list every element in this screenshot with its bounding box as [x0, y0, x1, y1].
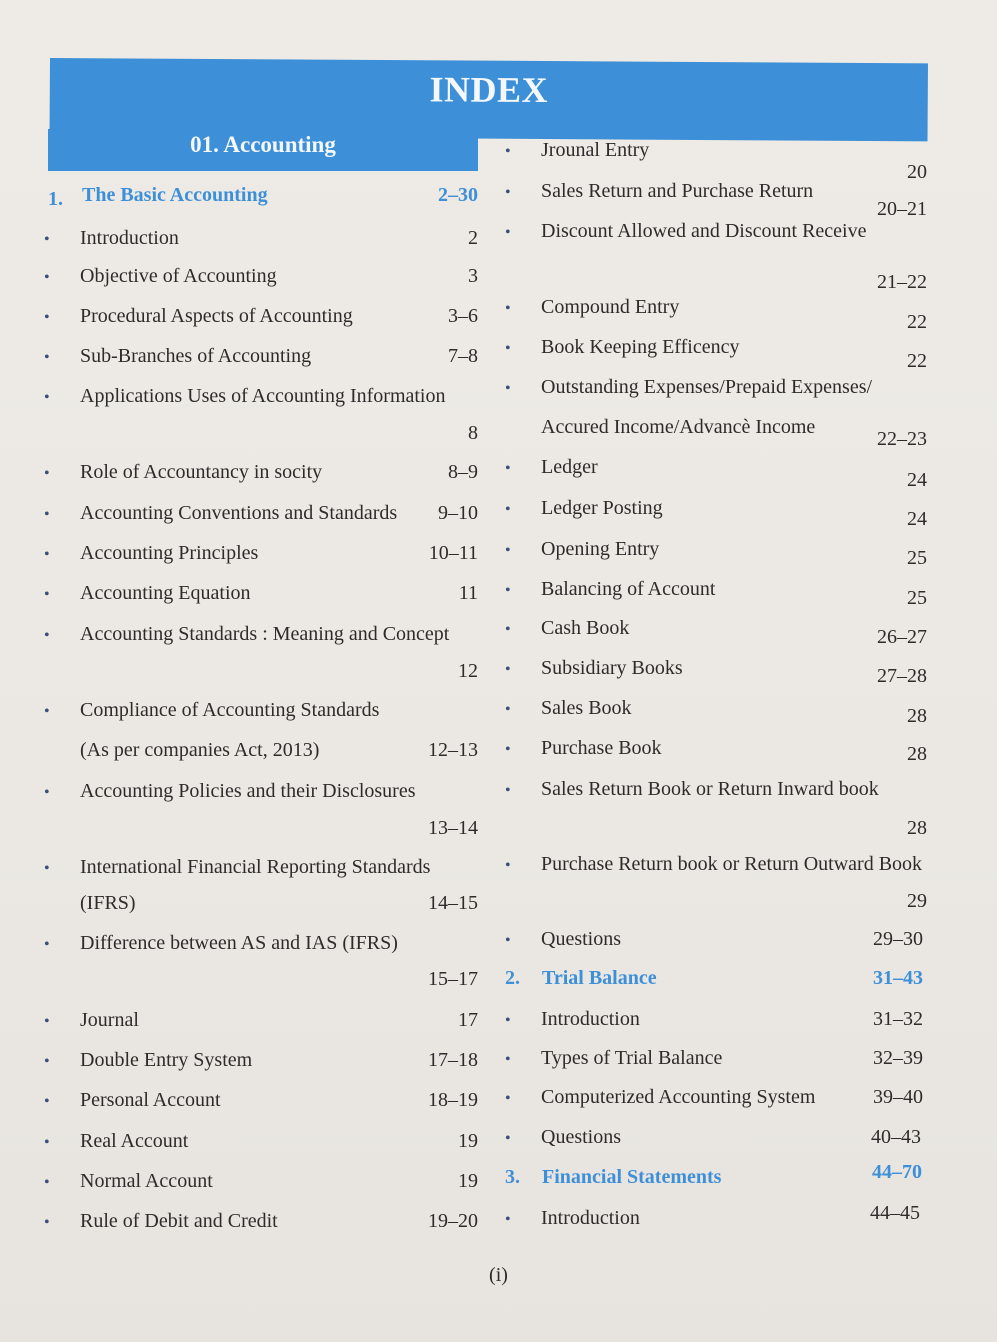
entry-pages: 39–40: [873, 1086, 923, 1108]
entry-pages: 44–45: [870, 1202, 920, 1224]
entry-pages: 20: [907, 161, 927, 183]
toc-entry[interactable]: [505, 220, 927, 293]
entry-label: Jrounal Entry: [541, 139, 650, 161]
entry-label: Real Account: [80, 1130, 189, 1152]
entry-pages: 8–9: [448, 461, 478, 483]
entry-label: Subsidiary Books: [541, 657, 683, 679]
bullet-icon: •: [505, 501, 511, 518]
toc-entry[interactable]: [505, 853, 927, 913]
entry-label: Rule of Debit and Credit: [80, 1210, 278, 1232]
bullet-icon: •: [505, 184, 511, 201]
chapter-label: The Basic Accounting: [82, 184, 268, 206]
bullet-icon: •: [505, 932, 511, 949]
bullet-icon: •: [44, 269, 50, 286]
toc-entry[interactable]: [505, 296, 927, 336]
entry-pages: 25: [907, 547, 927, 569]
bullet-icon: •: [505, 621, 511, 638]
bullet-icon: •: [505, 460, 511, 477]
entry-pages: 13–14: [428, 817, 478, 839]
bullet-icon: •: [505, 542, 511, 559]
bullet-icon: •: [505, 1211, 511, 1228]
entry-label: Accounting Policies and their Disclosures: [80, 780, 416, 802]
entry-label: Types of Trial Balance: [541, 1047, 723, 1069]
bullet-icon: •: [44, 1134, 50, 1151]
entry-label: Accounting Standards : Meaning and Concept: [80, 623, 450, 645]
entry-pages: 17–18: [428, 1049, 478, 1071]
entry-pages: 22–23: [877, 428, 927, 450]
entry-label-line2: (IFRS): [80, 892, 136, 914]
entry-label: Outstanding Expenses/Prepaid Expenses/: [541, 376, 873, 398]
bullet-icon: •: [505, 340, 511, 357]
bullet-icon: •: [44, 586, 50, 603]
chapter-number: 2.: [505, 967, 520, 989]
bullet-icon: •: [505, 143, 511, 160]
entry-label: Questions: [541, 928, 621, 950]
entry-pages: 29: [907, 890, 927, 912]
bullet-icon: •: [44, 1174, 50, 1191]
bullet-icon: •: [505, 300, 511, 317]
bullet-icon: •: [505, 224, 511, 241]
toc-entry[interactable]: [505, 336, 927, 376]
entry-label: Sales Return and Purchase Return: [541, 180, 814, 202]
entry-label: Cash Book: [541, 617, 630, 639]
bullet-icon: •: [505, 782, 511, 799]
chapter-number: 1.: [48, 188, 63, 210]
chapter-number: 3.: [505, 1166, 520, 1188]
entry-pages: 7–8: [448, 345, 478, 367]
page-title: INDEX: [429, 69, 549, 111]
bullet-icon: •: [44, 231, 50, 248]
entry-label: Introduction: [80, 227, 179, 249]
bullet-icon: •: [505, 741, 511, 758]
entry-label-line2: Accured Income/Advancè Income: [541, 416, 816, 438]
bullet-icon: •: [44, 627, 50, 644]
entry-pages: 18–19: [428, 1089, 478, 1111]
chapter-pages: 44–70: [872, 1161, 922, 1183]
entry-label: International Financial Reporting Standards: [80, 856, 431, 878]
entry-label: Computerized Accounting System: [541, 1086, 816, 1108]
entry-label-line2: (As per companies Act, 2013): [80, 739, 320, 761]
entry-label: Introduction: [541, 1008, 640, 1030]
entry-pages: 11: [458, 582, 478, 604]
entry-label: Sub-Branches of Accounting: [80, 345, 312, 367]
page-number: (i): [489, 1264, 508, 1286]
bullet-icon: •: [44, 465, 50, 482]
entry-label: Purchase Return book or Return Outward Book: [541, 853, 923, 875]
bullet-icon: •: [505, 1090, 511, 1107]
chapter-pages: 2–30: [438, 184, 478, 206]
entry-pages: 40–43: [871, 1126, 921, 1148]
entry-pages: 26–27: [877, 626, 927, 648]
entry-pages: 9–10: [438, 502, 478, 524]
entry-label: Accounting Principles: [80, 542, 259, 564]
entry-label: Sales Return Book or Return Inward book: [541, 778, 879, 800]
toc-entry[interactable]: [44, 385, 478, 445]
entry-pages: 22: [907, 350, 927, 372]
bullet-icon: •: [44, 860, 50, 877]
bullet-icon: •: [505, 857, 511, 874]
toc-entry[interactable]: [505, 617, 927, 657]
entry-pages: 19: [458, 1130, 478, 1152]
entry-pages: 19: [458, 1170, 478, 1192]
entry-label: Balancing of Account: [541, 578, 716, 600]
entry-label: Accounting Conventions and Standards: [80, 502, 398, 524]
entry-label: Compliance of Accounting Standards: [80, 699, 380, 721]
bullet-icon: •: [44, 784, 50, 801]
bullet-icon: •: [505, 661, 511, 678]
section-title-bar: [48, 129, 478, 171]
entry-pages: 15–17: [428, 968, 478, 990]
entry-label: Accounting Equation: [80, 582, 251, 604]
bullet-icon: •: [44, 1013, 50, 1030]
bullet-icon: •: [505, 582, 511, 599]
entry-pages: 25: [907, 587, 927, 609]
entry-pages: 32–39: [873, 1047, 923, 1069]
entry-label: Book Keeping Efficency: [541, 336, 740, 358]
entry-pages: 28: [907, 743, 927, 765]
chapter-pages: 31–43: [873, 967, 923, 989]
toc-entry[interactable]: [44, 699, 478, 759]
bullet-icon: •: [44, 389, 50, 406]
entry-label: Role of Accountancy in socity: [80, 461, 323, 483]
toc-entry[interactable]: [505, 737, 927, 777]
toc-entry[interactable]: [44, 932, 478, 992]
entry-label: Questions: [541, 1126, 621, 1148]
bullet-icon: •: [505, 380, 511, 397]
entry-label: Objective of Accounting: [80, 265, 277, 287]
bullet-icon: •: [44, 309, 50, 326]
toc-entry[interactable]: [505, 538, 927, 578]
entry-pages: 29–30: [873, 928, 923, 950]
entry-pages: 22: [907, 311, 927, 333]
bullet-icon: •: [505, 701, 511, 718]
entry-pages: 12: [458, 660, 478, 682]
bullet-icon: •: [44, 703, 50, 720]
entry-pages: 20–21: [877, 198, 927, 220]
toc-entry[interactable]: [505, 657, 927, 697]
bullet-icon: •: [44, 1053, 50, 1070]
toc-entry[interactable]: [505, 497, 927, 537]
bullet-icon: •: [505, 1051, 511, 1068]
entry-label: Introduction: [541, 1207, 640, 1229]
bullet-icon: •: [505, 1130, 511, 1147]
toc-entry[interactable]: [44, 856, 478, 916]
entry-pages: 24: [907, 469, 927, 491]
entry-pages: 2: [468, 227, 478, 249]
entry-label: Normal Account: [80, 1170, 213, 1192]
entry-pages: 3: [468, 265, 478, 287]
bullet-icon: •: [505, 1012, 511, 1029]
bullet-icon: •: [44, 546, 50, 563]
entry-label: Purchase Book: [541, 737, 662, 759]
entry-pages: 3–6: [448, 305, 478, 327]
entry-label: Ledger: [541, 456, 598, 478]
entry-pages: 28: [907, 705, 927, 727]
entry-pages: 24: [907, 508, 927, 530]
bullet-icon: •: [44, 1093, 50, 1110]
chapter-label: Financial Statements: [542, 1166, 722, 1188]
bullet-icon: •: [44, 1214, 50, 1231]
entry-label: Opening Entry: [541, 538, 660, 560]
chapter-label: Trial Balance: [542, 967, 657, 989]
entry-label: Double Entry System: [80, 1049, 253, 1071]
toc-entry[interactable]: [44, 780, 478, 840]
entry-label: Personal Account: [80, 1089, 221, 1111]
entry-pages: 28: [907, 817, 927, 839]
entry-label: Procedural Aspects of Accounting: [80, 305, 353, 327]
entry-label: Difference between AS and IAS (IFRS): [80, 932, 398, 954]
entry-pages: 21–22: [877, 271, 927, 293]
entry-pages: 10–11: [428, 542, 478, 564]
bullet-icon: •: [44, 936, 50, 953]
entry-label: Journal: [80, 1009, 139, 1031]
toc-entry[interactable]: [505, 697, 927, 737]
entry-label: Discount Allowed and Discount Receive: [541, 220, 867, 242]
entry-label: Compound Entry: [541, 296, 680, 318]
entry-pages: 14–15: [428, 892, 478, 914]
entry-label: Applications Uses of Accounting Information: [80, 385, 446, 407]
entry-pages: 19–20: [428, 1210, 478, 1232]
entry-label: Ledger Posting: [541, 497, 663, 519]
entry-pages: 8: [468, 422, 478, 444]
entry-pages: 31–32: [873, 1008, 923, 1030]
bullet-icon: •: [44, 506, 50, 523]
entry-pages: 12–13: [428, 739, 478, 761]
section-title: 01. Accounting: [190, 132, 336, 157]
entry-pages: 27–28: [877, 665, 927, 687]
toc-entry[interactable]: [505, 778, 927, 838]
bullet-icon: •: [44, 349, 50, 366]
entry-pages: 17: [458, 1009, 478, 1031]
toc-entry[interactable]: [505, 456, 927, 496]
toc-entry[interactable]: [505, 578, 927, 618]
entry-label: Sales Book: [541, 697, 632, 719]
toc-entry[interactable]: [44, 623, 478, 683]
toc-entry[interactable]: [505, 376, 927, 450]
